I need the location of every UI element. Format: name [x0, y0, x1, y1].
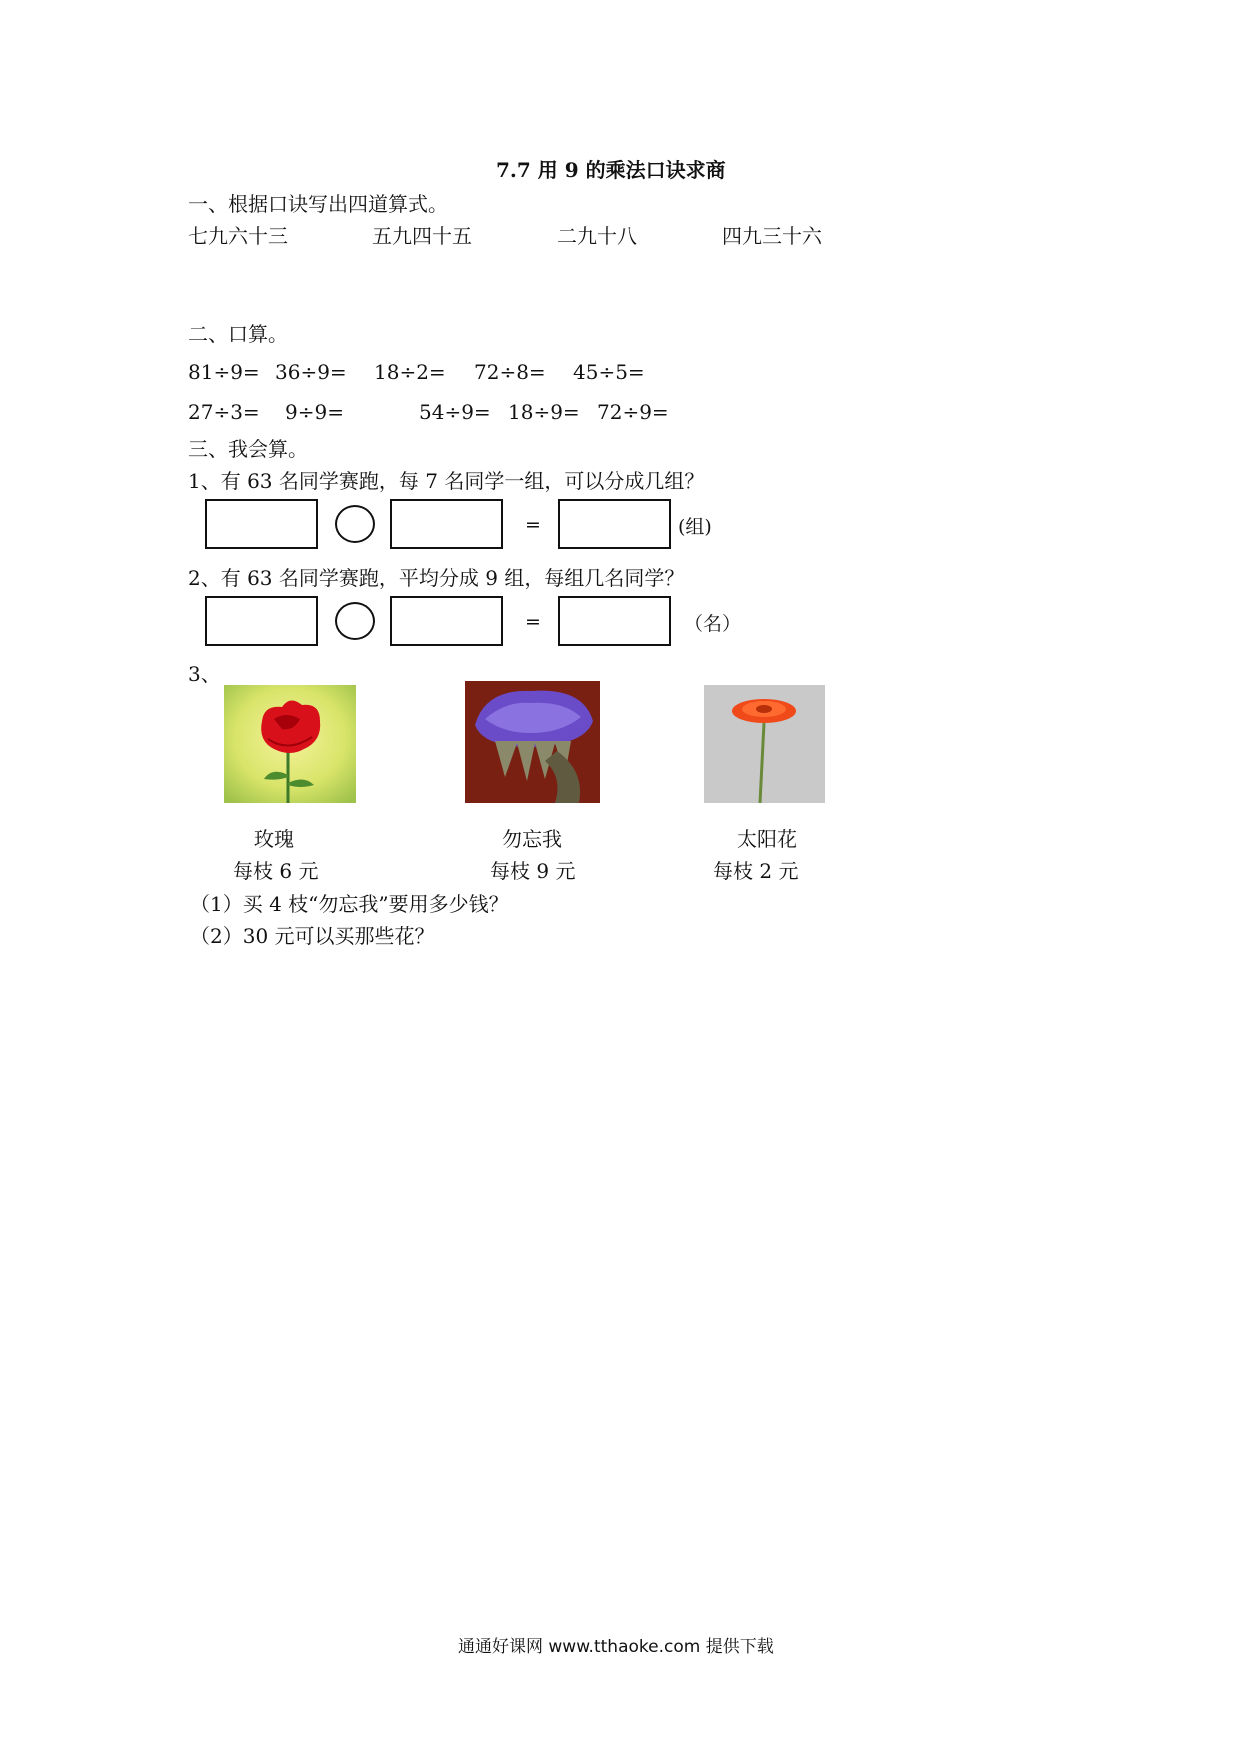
calc-item: 18÷9= [508, 400, 580, 424]
answer-box[interactable] [558, 499, 671, 549]
question-3-label: 3、 [188, 662, 221, 686]
page-title: 7.7 用 9 的乘法口诀求商 [496, 158, 726, 182]
flower-price: 每枝 6 元 [233, 859, 319, 883]
calc-item: 18÷2= [374, 360, 446, 384]
calc-item: 45÷5= [573, 360, 645, 384]
equals-sign: = [525, 514, 541, 536]
formula-item: 五九四十五 [372, 224, 472, 248]
section1-heading: 一、根据口诀写出四道算式。 [188, 192, 448, 216]
answer-box[interactable] [205, 596, 318, 646]
sub-question-1: （1）买 4 枝“勿忘我”要用多少钱？ [190, 892, 509, 916]
calc-item: 54÷9= [419, 400, 491, 424]
forget-me-not-image [465, 681, 600, 803]
section3-heading: 三、我会算。 [188, 437, 308, 461]
formula-item: 四九三十六 [722, 224, 822, 248]
rose-image [224, 685, 356, 803]
calc-item: 27÷3= [188, 400, 260, 424]
unit-label: (组) [678, 516, 712, 538]
question-1-text: 1、有 63 名同学赛跑，每 7 名同学一组，可以分成几组？ [188, 469, 705, 493]
flower-price: 每枝 2 元 [713, 859, 799, 883]
operator-circle[interactable] [335, 505, 375, 543]
calc-item: 72÷8= [474, 360, 546, 384]
flower-name: 勿忘我 [502, 827, 562, 851]
question-2-text: 2、有 63 名同学赛跑，平均分成 9 组，每组几名同学？ [188, 566, 685, 590]
operator-circle[interactable] [335, 602, 375, 640]
formula-item: 七九六十三 [188, 224, 288, 248]
footer-text: 通通好课网 www.tthaoke.com 提供下载 [458, 1637, 774, 1657]
formula-item: 二九十八 [557, 224, 637, 248]
answer-box[interactable] [390, 499, 503, 549]
section2-heading: 二、口算。 [188, 322, 288, 346]
unit-label: （名） [684, 613, 742, 635]
answer-box[interactable] [558, 596, 671, 646]
calc-item: 36÷9= [275, 360, 347, 384]
flower-name: 玫瑰 [254, 827, 294, 851]
sub-question-2: （2）30 元可以买那些花？ [190, 924, 435, 948]
equals-sign: = [525, 611, 541, 633]
answer-box[interactable] [390, 596, 503, 646]
answer-box[interactable] [205, 499, 318, 549]
calc-item: 72÷9= [597, 400, 669, 424]
calc-item: 9÷9= [285, 400, 344, 424]
flower-price: 每枝 9 元 [490, 859, 576, 883]
flower-name: 太阳花 [737, 827, 797, 851]
calc-item: 81÷9= [188, 360, 260, 384]
sunflower-image [704, 685, 825, 803]
